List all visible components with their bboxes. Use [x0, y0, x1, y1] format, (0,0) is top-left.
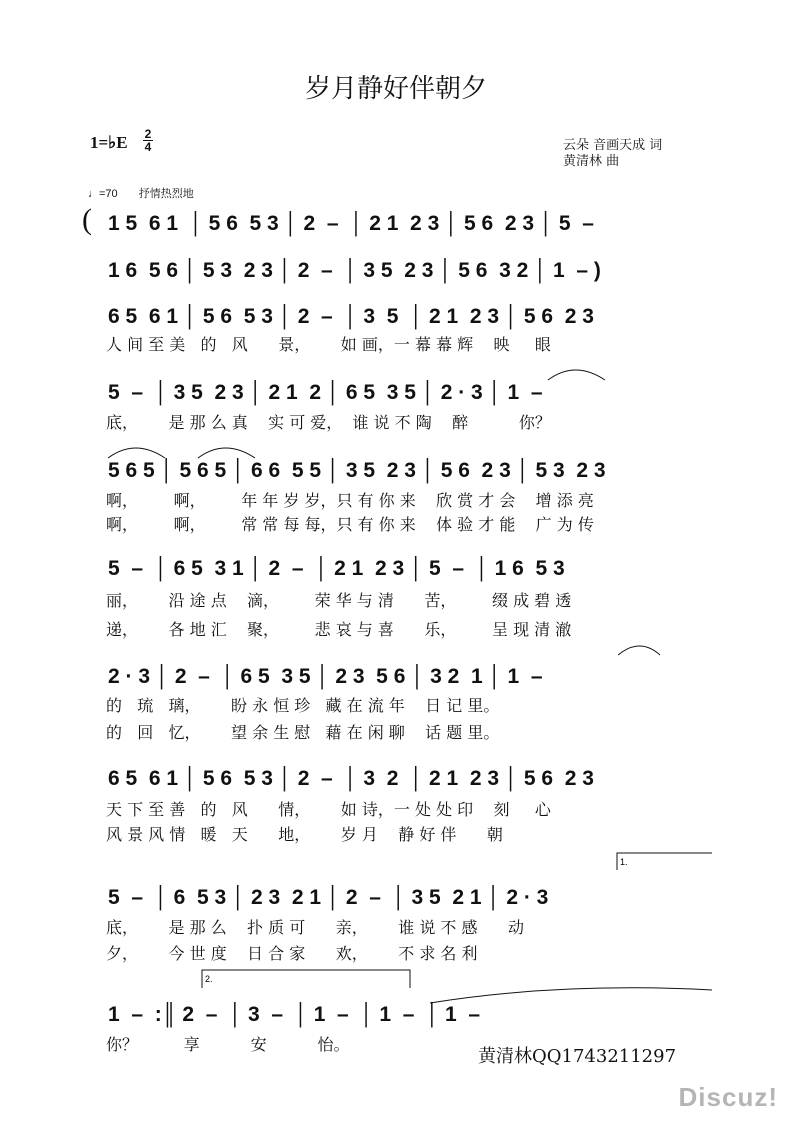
key-signature: 1=♭E — [90, 133, 128, 152]
slurs — [108, 370, 712, 1003]
volta-1-label: 1. — [620, 857, 628, 867]
tie-1-1 — [618, 646, 660, 655]
system-6-lyrics-1: 丽， 沿 途 点 滴， 荣 华 与 清 苦， 缀 成 碧 透 — [106, 591, 572, 610]
composer: 黄清林 曲 — [563, 154, 620, 169]
tempo-bpm: ♩=70 — [88, 188, 118, 200]
system-3-lyrics-1: 人 间 至 美 的 风 景， 如 画，一 幕 幕 辉 映 眼 — [106, 335, 551, 354]
slur-565-b — [198, 448, 255, 458]
repeat-open-paren: ( — [82, 203, 92, 236]
time-signature-top: 2 — [144, 127, 152, 141]
system-3-notes: 6 5 6 1 │ 5 6 5 3 │ 2 – │ 3 5 │ 2 1 2 3 │ 5 6 2 3 — [108, 305, 594, 328]
time-signature-bottom: 4 — [144, 140, 152, 154]
system-5-lyrics-1: 啊， 啊， 年 年 岁 岁，只 有 你 来 欣 赏 才 会 增 添 亮 — [106, 491, 594, 510]
lyricist: 云朵 音画天成 词 — [563, 138, 663, 153]
system-9-notes: 5 – │ 6 5 3 │ 2 3 2 1 │ 2 – │ 3 5 2 1 │ 2 · 3 — [108, 886, 549, 909]
system-5-notes: 5 6 5 │ 5 6 5 │ 6 6 5 5 │ 3 5 2 3 │ 5 6 2 3 │ 5 3 2 3 — [108, 459, 606, 482]
slur-565-a — [108, 448, 165, 458]
system-7-lyrics-1: 的 琉 璃， 盼 永 恒 珍 藏 在 流 年 日 记 里。 — [106, 696, 500, 715]
song-title: 岁月静好伴朝夕 — [304, 74, 487, 104]
system-9-lyrics-1: 底， 是 那 么 扑 质 可 亲， 谁 说 不 感 动 — [106, 918, 525, 937]
system-2-notes: 1 6 5 6 │ 5 3 2 3 │ 2 – │ 3 5 2 3 │ 5 6 3 2 │ 1 – ) — [108, 259, 601, 282]
volta-1-bracket — [617, 853, 712, 870]
system-4-lyrics-1: 底， 是 那 么 真 实 可 爱， 谁 说 不 陶 醉 你？ — [106, 413, 551, 432]
system-8-lyrics-2: 风 景 风 情 暖 天 地， 岁 月 静 好 伴 朝 — [106, 825, 503, 844]
system-10-lyrics-1: 你？ 享 安 怡。 — [106, 1035, 350, 1054]
system-10-notes: 1 – :║ 2 – │ 3 – │ 1 – │ 1 – │ 1 – — [108, 1003, 481, 1026]
tie-final — [430, 988, 712, 1003]
system-6-notes: 5 – │ 6 5 3 1 │ 2 – │ 2 1 2 3 │ 5 – │ 1 6 5 3 — [108, 557, 565, 580]
volta-2-label: 2. — [205, 974, 213, 984]
system-8-notes: 6 5 6 1 │ 5 6 5 3 │ 2 – │ 3 2 │ 2 1 2 3 │ 5 6 2 3 — [108, 767, 594, 790]
expression-marking: 抒情热烈地 — [138, 188, 194, 200]
system-5-lyrics-2: 啊， 啊， 常 常 每 每，只 有 你 来 体 验 才 能 广 为 传 — [106, 515, 594, 534]
arranger-signature: 黄清林QQ1743211297 — [478, 1046, 677, 1067]
system-1-notes: 1 5 6 1 │ 5 6 5 3 │ 2 – │ 2 1 2 3 │ 5 6 2 3 │ 5 – — [108, 212, 594, 235]
system-7-notes: 2 · 3 │ 2 – │ 6 5 3 5 │ 2 3 5 6 │ 3 2 1 │ 1 – — [108, 665, 543, 688]
volta-2-bracket — [202, 970, 410, 988]
system-8-lyrics-1: 天 下 至 善 的 风 情， 如 诗，一 处 处 印 刻 心 — [106, 800, 551, 819]
system-9-lyrics-2: 夕， 今 世 度 日 合 家 欢， 不 求 名 利 — [106, 944, 478, 963]
discuz-watermark: Discuz! — [678, 1082, 778, 1112]
slur-2-3 — [548, 370, 605, 380]
system-7-lyrics-2: 的 回 忆， 望 余 生 慰 藉 在 闲 聊 话 题 里。 — [106, 723, 500, 742]
system-4-notes: 5 – │ 3 5 2 3 │ 2 1 2 │ 6 5 3 5 │ 2 · 3 │ 1 – — [108, 381, 543, 404]
system-6-lyrics-2: 递， 各 地 汇 聚， 悲 哀 与 喜 乐， 呈 现 清 澈 — [106, 620, 572, 639]
